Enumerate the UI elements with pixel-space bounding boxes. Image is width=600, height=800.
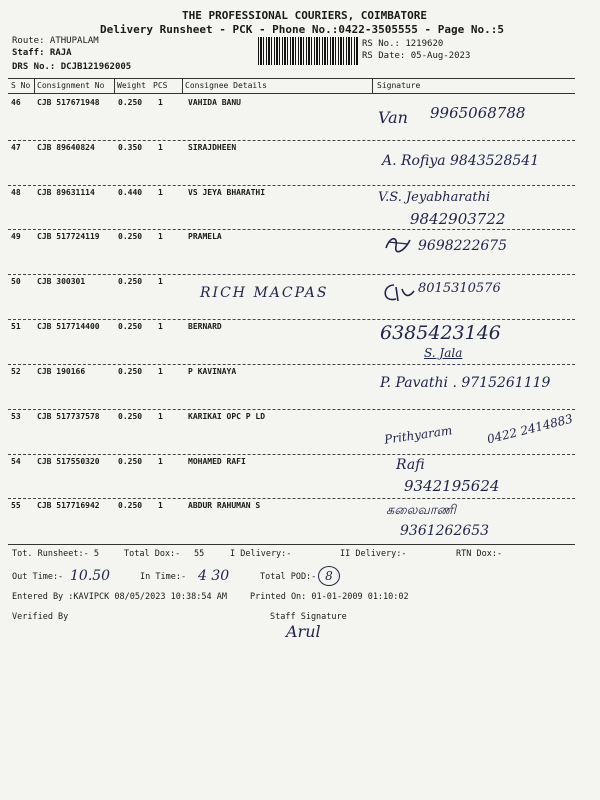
row-weight: 0.250: [118, 457, 143, 466]
table-row: [0, 186, 600, 232]
i-delivery-label: I Delivery:-: [230, 549, 292, 559]
row-sno: 53: [11, 412, 21, 421]
row-pcs: 1: [158, 143, 163, 152]
row-weight: 0.350: [118, 143, 143, 152]
row-consignment: CJB 89640824: [37, 143, 95, 152]
row-consignment: CJB 89631114: [37, 188, 95, 197]
row-consignment: CJB 517724119: [37, 232, 100, 241]
table-row: [0, 275, 600, 321]
row-weight: 0.250: [118, 501, 143, 510]
out-time-label: Out Time:-: [12, 572, 64, 582]
staff-signature-hand: Arul: [286, 622, 321, 641]
rs-number: RS No.: 1219620: [362, 39, 444, 49]
row-sno: 49: [11, 232, 21, 241]
row-weight: 0.250: [118, 232, 143, 241]
table-row: [0, 499, 600, 545]
row-sno: 48: [11, 188, 21, 197]
row-pcs: 1: [158, 277, 163, 286]
row-consignee: VAHIDA BANU: [188, 98, 241, 107]
row-weight: 0.250: [118, 412, 143, 421]
table-row: [0, 96, 600, 142]
row-pcs: 1: [158, 98, 163, 107]
col-header-consignment: Consignment No: [37, 81, 105, 90]
barcode-image: [258, 37, 358, 65]
col-header-weight: Weight: [117, 81, 146, 90]
total-pod-label: Total POD:-: [260, 572, 317, 582]
row-consignment: CJB 190166: [37, 367, 86, 376]
table-row: [0, 230, 600, 276]
row-signature-phone: 9342195624: [404, 477, 500, 495]
row-weight: 0.250: [118, 367, 143, 376]
row-consignee: SIRAJDHEEN: [188, 143, 237, 152]
row-consignment: CJB 517714400: [37, 322, 100, 331]
total-pod-value: 8: [318, 566, 340, 586]
entered-by: Entered By :KAVIPCK 08/05/2023 10:38:54 AM: [12, 592, 227, 602]
row-weight: 0.250: [118, 98, 143, 107]
row-signature-phone: 9965068788: [430, 104, 526, 122]
row-signature: 8015310576: [418, 281, 501, 296]
row-signature: V.S. Jeyabharathi: [378, 190, 491, 205]
staff-signature-label: Staff Signature: [270, 612, 347, 622]
row-weight: 0.250: [118, 322, 143, 331]
rtn-dox-label: RTN Dox:-: [456, 549, 503, 559]
row-consignee: PRAMELA: [188, 232, 222, 241]
row-consignee: BERNARD: [188, 322, 222, 331]
row-consignment: CJB 517671948: [37, 98, 100, 107]
col-divider: [114, 78, 115, 93]
row-signature: Rafi: [396, 457, 425, 473]
row-signature-phone: 9842903722: [410, 210, 506, 228]
table-top-rule: [8, 78, 575, 79]
row-consignment: CJB 517550320: [37, 457, 100, 466]
total-runsheet: Tot. Runsheet:- 5: [12, 549, 99, 559]
row-sno: 52: [11, 367, 21, 376]
row-pcs: 1: [158, 501, 163, 510]
row-consignee: VS JEYA BHARATHI: [188, 188, 266, 197]
row-sno: 51: [11, 322, 21, 331]
row-signature: 6385423146: [380, 322, 501, 344]
row-pcs: 1: [158, 232, 163, 241]
handwritten-consignee: RICH MACPAS: [200, 285, 329, 301]
table-row: [0, 410, 600, 456]
col-header-consignee: Consignee Details: [185, 81, 267, 90]
in-time-label: In Time:-: [140, 572, 187, 582]
rs-date: RS Date: 05-Aug-2023: [362, 51, 471, 61]
row-consignee: ABDUR RAHUMAN S: [188, 501, 261, 510]
row-consignment: CJB 300301: [37, 277, 86, 286]
company-title: THE PROFESSIONAL COURIERS, COIMBATORE: [182, 9, 428, 22]
table-row: [0, 141, 600, 187]
row-sno: 50: [11, 277, 21, 286]
row-signature-phone: 0422 2414883: [485, 411, 575, 447]
printed-on: Printed On: 01-01-2009 01:10:02: [250, 592, 409, 602]
row-pcs: 1: [158, 412, 163, 421]
col-header-pcs: PCS: [153, 81, 168, 90]
table-bottom-rule: [8, 544, 575, 545]
table-row: [0, 455, 600, 501]
row-signature: 9698222675: [418, 238, 508, 254]
runsheet-subtitle: Delivery Runsheet - PCK - Phone No.:0422-3505555 - Page No.:5: [100, 23, 504, 36]
row-consignment: CJB 517716942: [37, 501, 100, 510]
table-row: [0, 320, 600, 366]
in-time-value: 4 30: [198, 568, 230, 584]
total-dox-value: 55: [194, 549, 205, 559]
row-signature: Van: [378, 108, 408, 127]
drs-number: DRS No.: DCJB121962005: [12, 62, 132, 72]
route-label: Route: ATHUPALAM: [12, 36, 99, 46]
row-pcs: 1: [158, 188, 163, 197]
signature-scribble-icon: [380, 281, 416, 305]
signature-scribble-icon: [384, 234, 412, 254]
row-sno: 46: [11, 98, 21, 107]
row-signature: Prithyaram: [383, 423, 454, 447]
row-signature: P. Pavathi . 9715261119: [380, 375, 551, 391]
row-pcs: 1: [158, 367, 163, 376]
row-sno: 55: [11, 501, 21, 510]
row-signature: கலைவாணி: [386, 503, 456, 518]
col-divider: [34, 78, 35, 93]
row-signature-name: S. Jala: [424, 346, 463, 360]
row-consignee: MOHAMED RAFI: [188, 457, 246, 466]
col-divider: [372, 78, 373, 93]
table-row: [0, 365, 600, 411]
staff-label: Staff: RAJA: [12, 48, 72, 58]
total-dox-label: Total Dox:-: [124, 549, 181, 559]
row-sno: 47: [11, 143, 21, 152]
ii-delivery-label: II Delivery:-: [340, 549, 407, 559]
row-weight: 0.440: [118, 188, 143, 197]
row-sno: 54: [11, 457, 21, 466]
row-pcs: 1: [158, 457, 163, 466]
table-header-rule: [8, 93, 575, 94]
out-time-value: 10.50: [70, 568, 111, 584]
row-consignee: P KAVINAYA: [188, 367, 237, 376]
row-signature: A. Rofiya 9843528541: [382, 153, 540, 169]
row-consignee: KARIKAI OPC P LD: [188, 412, 266, 421]
row-pcs: 1: [158, 322, 163, 331]
row-weight: 0.250: [118, 277, 143, 286]
verified-by-label: Verified By: [12, 612, 69, 622]
row-signature-phone: 9361262653: [400, 523, 490, 539]
col-header-signature: Signature: [377, 81, 421, 90]
col-divider: [182, 78, 183, 93]
row-consignment: CJB 517737578: [37, 412, 100, 421]
col-header-sno: S No: [11, 81, 31, 90]
